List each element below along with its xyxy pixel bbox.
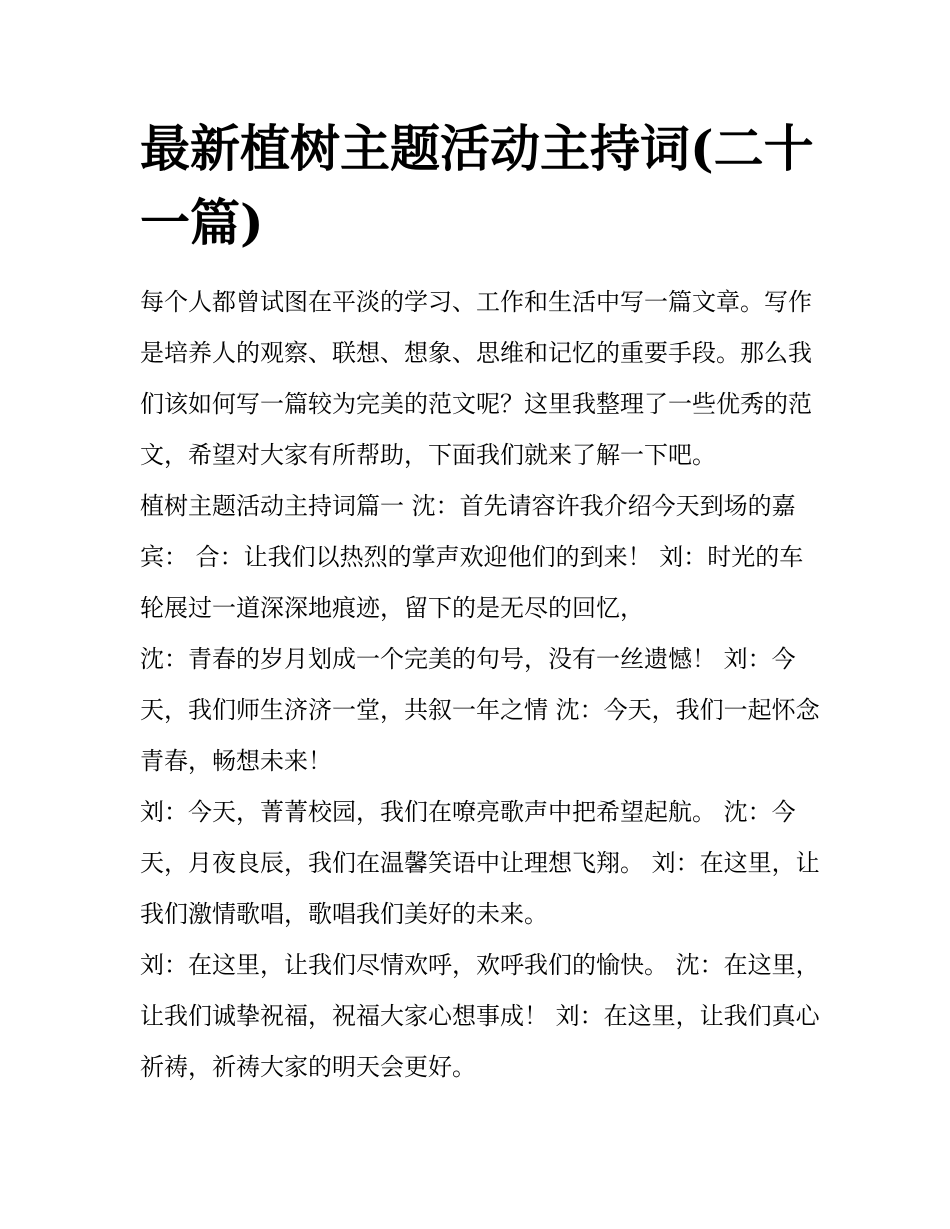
paragraph: 刘：今天，菁菁校园，我们在嘹亮歌声中把希望起航。 沈：今天，月夜良辰，我们在温馨笑语中让理想飞翔。 刘：在这里，让我们激情歌唱，歌唱我们美好的未来。 xyxy=(140,798,820,928)
paragraph-intro: 每个人都曾试图在平淡的学习、工作和生活中写一篇文章。写作是培养人的观察、联想、想象、思维和记忆的重要手段。那么我们该如何写一篇较为完美的范文呢？这里我整理了一些优秀的范文，希望对大家有所帮助，下面我们就来了解一下吧。 xyxy=(140,288,812,469)
document-title: 最新植树主题活动主持词(二十一篇) xyxy=(140,119,814,252)
paragraph: 植树主题活动主持词篇一 沈：首先请容许我介绍今天到场的嘉宾： 合：让我们以热烈的掌声欢迎他们的到来！ 刘：时光的车轮展过一道深深地痕迹，留下的是无尽的回忆， xyxy=(140,492,804,622)
document-body xyxy=(140,277,820,1093)
paragraph: 刘：在这里，让我们尽情欢呼，欢呼我们的愉快。 沈：在这里，让我们诚挚祝福，祝福大家心想事成！ 刘：在这里，让我们真心祈祷，祈祷大家的明天会更好。 xyxy=(140,951,820,1081)
paragraph: 沈：青春的岁月划成一个完美的句号，没有一丝遗憾！ 刘：今天，我们师生济济一堂，共叙一年之情 沈：今天，我们一起怀念青春，畅想未来！ xyxy=(140,645,820,775)
